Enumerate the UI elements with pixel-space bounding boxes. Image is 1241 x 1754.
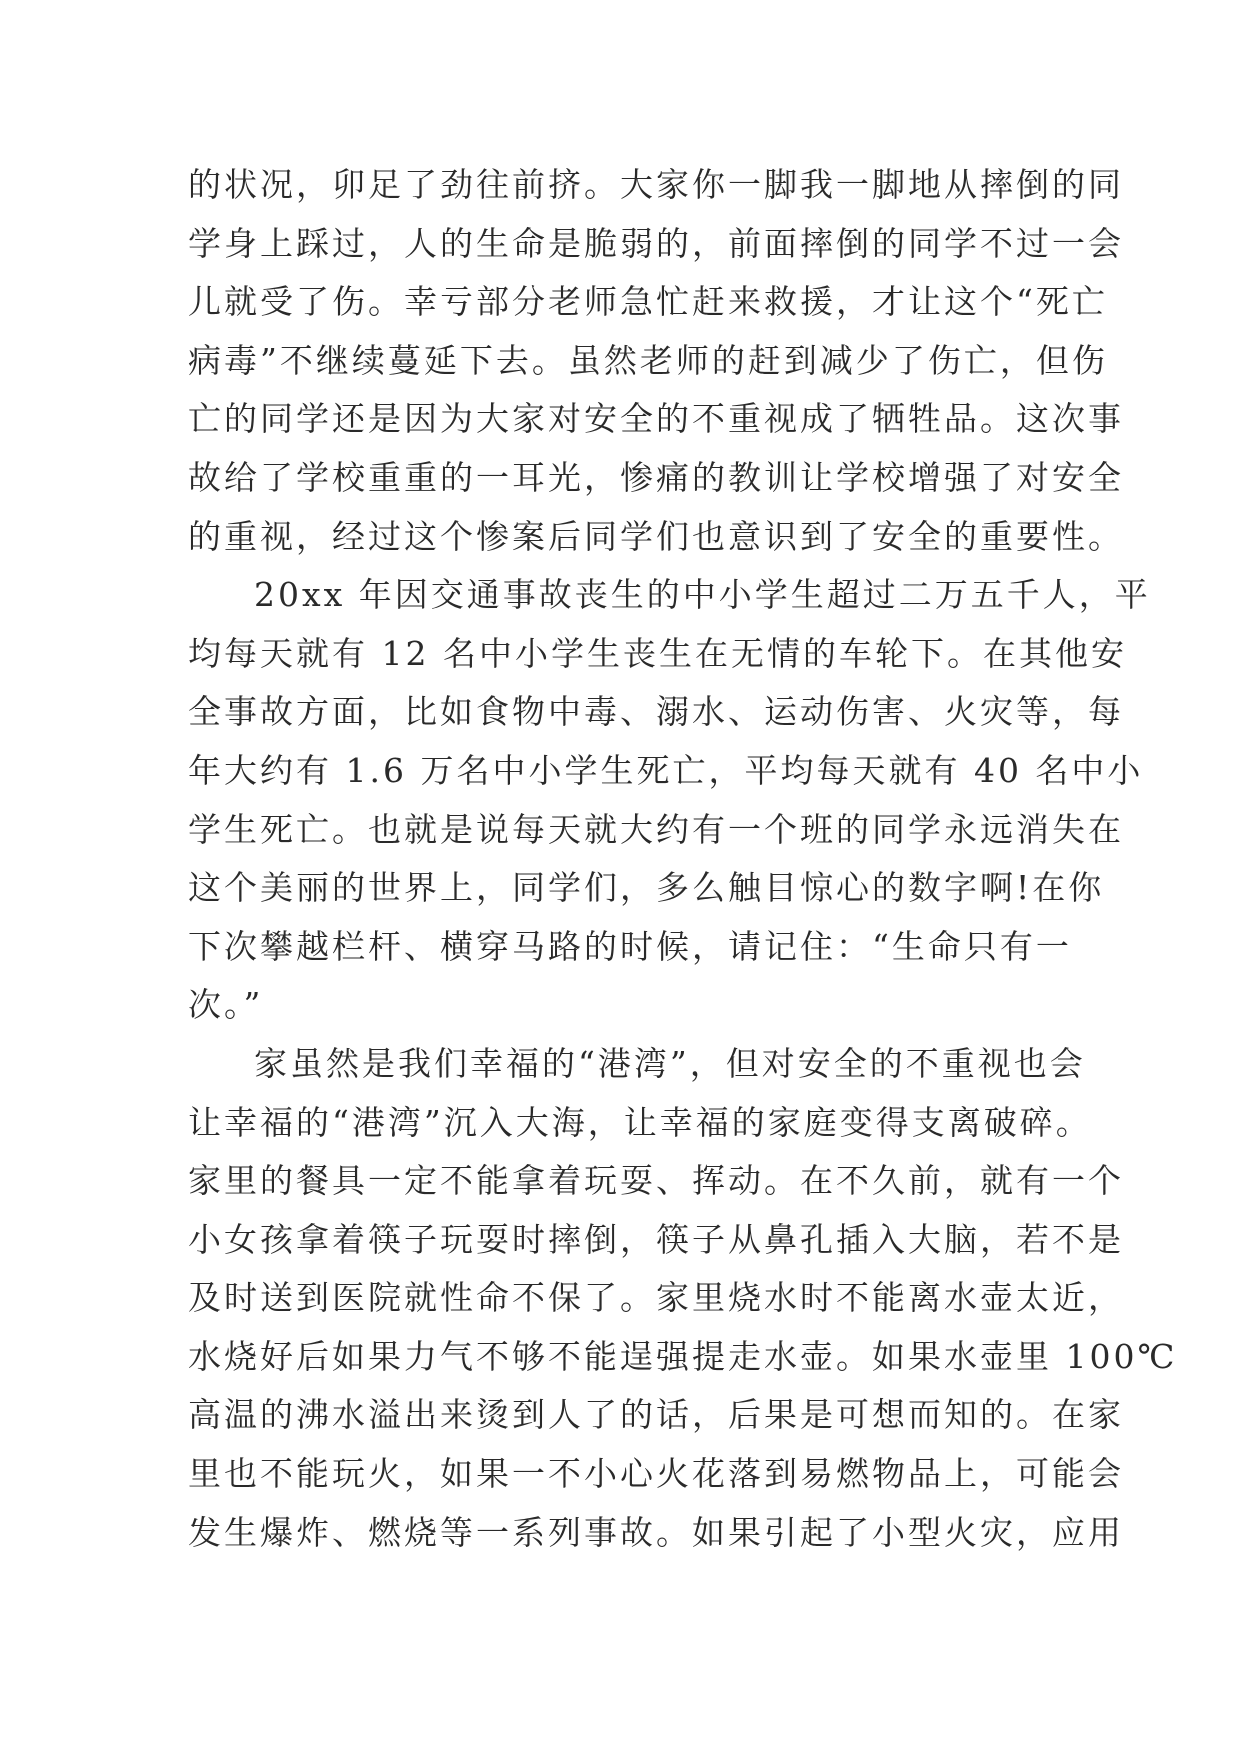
text-line: 均每天就有 12 名中小学生丧生在无情的车轮下。在其他安: [188, 633, 1127, 673]
text-line: 儿就受了伤。幸亏部分老师急忙赶来救援，才让这个“死亡: [188, 282, 1108, 322]
text-line: 亡的同学还是因为大家对安全的不重视成了牺牲品。这次事: [188, 399, 1124, 439]
text-line: 让幸福的“港湾”沉入大海，让幸福的家庭变得支离破碎。: [188, 1102, 1092, 1142]
text-line: 及时送到医院就性命不保了。家里烧水时不能离水壶太近，: [188, 1278, 1124, 1318]
text-line: 水烧好后如果力气不够不能逞强提走水壶。如果水壶里 100℃: [188, 1336, 1178, 1376]
text-line: 家里的餐具一定不能拿着玩耍、挥动。在不久前，就有一个: [188, 1161, 1124, 1201]
text-line: 的状况，卯足了劲往前挤。大家你一脚我一脚地从摔倒的同: [188, 165, 1124, 204]
text-line: 的重视，经过这个惨案后同学们也意识到了安全的重要性。: [188, 516, 1124, 556]
text-line: 小女孩拿着筷子玩耍时摔倒，筷子从鼻孔插入大脑，若不是: [188, 1219, 1124, 1259]
text-line: 这个美丽的世界上，同学们，多么触目惊心的数字啊!在你: [188, 868, 1105, 908]
text-line: 病毒”不继续蔓延下去。虽然老师的赶到减少了伤亡，但伤: [188, 340, 1108, 380]
text-line: 高温的沸水溢出来烫到人了的话，后果是可想而知的。在家: [188, 1395, 1124, 1435]
text-line: 年大约有 1.6 万名中小学生死亡，平均每天就有 40 名中小: [188, 750, 1144, 790]
text-line: 下次攀越栏杆、横穿马路的时候，请记住：“生命只有一: [188, 926, 1072, 966]
text-line: 故给了学校重重的一耳光，惨痛的教训让学校增强了对安全: [188, 457, 1124, 497]
text-line: 全事故方面，比如食物中毒、溺水、运动伤害、火灾等，每: [188, 692, 1124, 732]
paragraph-first-line: 家虽然是我们幸福的“港湾”，但对安全的不重视也会: [254, 1043, 1086, 1083]
body-text: [188, 156, 1178, 1562]
text-line: 次。”: [188, 985, 264, 1025]
text-line: 发生爆炸、燃烧等一系列事故。如果引起了小型火灾，应用: [188, 1512, 1124, 1552]
text-line: 学生死亡。也就是说每天就大约有一个班的同学永远消失在: [188, 809, 1124, 849]
text-line: 学身上踩过，人的生命是脆弱的，前面摔倒的同学不过一会: [188, 223, 1124, 263]
text-line: 里也不能玩火，如果一不小心火花落到易燃物品上，可能会: [188, 1454, 1124, 1494]
paragraph-first-line: 20xx 年因交通事故丧生的中小学生超过二万五千人，平: [254, 575, 1151, 615]
